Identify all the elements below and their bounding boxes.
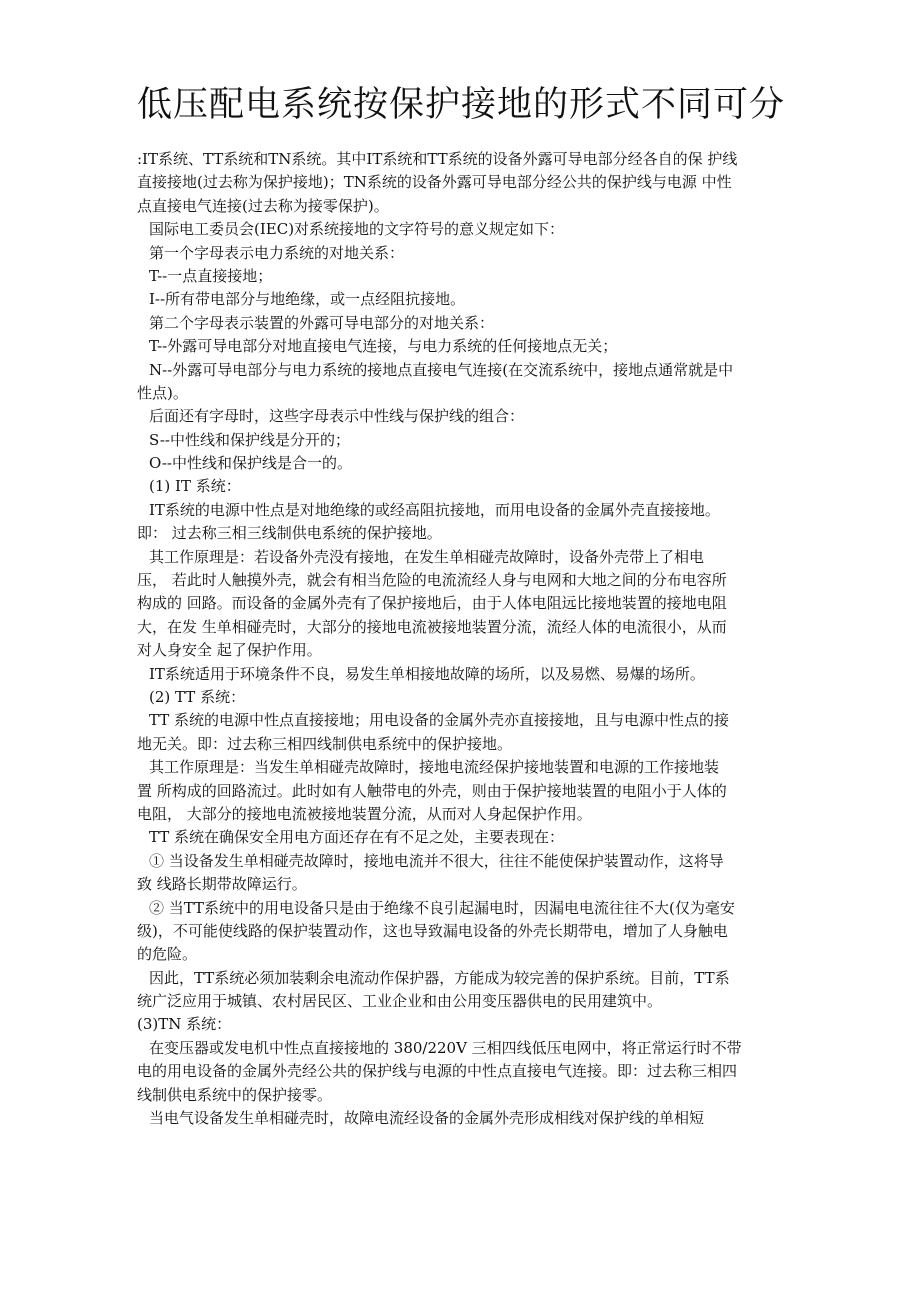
text-line: 当电气设备发生单相碰壳时，故障电流经设备的金属外壳形成相线对保护线的单相短	[149, 1109, 705, 1128]
text-line: 其工作原理是：当发生单相碰壳故障时，接地电流经保护接地装置和电源的工作接地装	[149, 758, 720, 777]
text-line: 因此，TT系统必须加装剩余电流动作保护器，方能成为较完善的保护系统。目前，TT系	[149, 968, 730, 987]
text-line: :IT系统、TT系统和TN系统。其中IT系统和TT系统的设备外露可导电部分经各自的保 护线	[137, 150, 738, 168]
text-line: 点直接电气连接(过去称为接零保护)。	[137, 196, 389, 215]
text-line: 性点)。	[137, 383, 188, 402]
text-line: O--中性线和保护线是合一的。	[149, 454, 352, 473]
text-line: 后面还有字母时，这些字母表示中性线与保护线的组合：	[149, 407, 525, 426]
text-line: N--外露可导电部分与电力系统的接地点直接电气连接(在交流系统中，接地点通常就是中	[149, 360, 734, 379]
text-line: ① 当设备发生单相碰壳故障时，接地电流并不很大，往往不能使保护装置动作，这将导	[149, 851, 724, 870]
text-line: 第二个字母表示装置的外露可导电部分的对地关系：	[149, 313, 495, 332]
document-title: 低压配电系统按保护接地的形式不同可分	[137, 85, 786, 125]
text-line: IT系统适用于环境条件不良，易发生单相接地故障的场所，以及易燃、易爆的场所。	[149, 664, 705, 683]
text-line: 国际电工委员会(IEC)对系统接地的文字符号的意义规定如下：	[149, 220, 565, 239]
text-line: TT 系统的电源中性点直接接地；用电设备的金属外壳亦直接接地，且与电源中性点的接	[149, 711, 730, 730]
text-line: ② 当TT系统中的用电设备只是由于绝缘不良引起漏电时，因漏电电流往往不大(仅为毫安	[149, 898, 735, 917]
document-body	[137, 148, 797, 1130]
text-line: 地无关。即：过去称三相四线制供电系统中的保护接地。	[137, 734, 513, 753]
text-line: 统广泛应用于城镇、农村居民区、工业企业和由公用变压器供电的民用建筑中。	[137, 992, 663, 1011]
text-line: 大，在发 生单相碰壳时，大部分的接地电流被接地装置分流，流经人体的电流很小，从而	[137, 617, 727, 636]
text-line: 直接接地(过去称为保护接地)；TN系统的设备外露可导电部分经公共的保护线与电源 中性	[137, 173, 732, 192]
text-line: 构成的 回路。而设备的金属外壳有了保护接地后，由于人体电阻远比接地装置的接地电阻	[137, 594, 727, 613]
text-line: (1) IT 系统：	[149, 477, 241, 496]
text-line: 对人身安全 起了保护作用。	[137, 641, 322, 660]
text-line: 置 所构成的回路流过。此时如有人触带电的外壳，则由于保护接地装置的电阻小于人体的	[137, 781, 727, 800]
text-line: 电阻， 大部分的接地电流被接地装置分流，从而对人身起保护作用。	[137, 804, 592, 823]
text-line: TT 系统在确保安全用电方面还存在有不足之处，主要表现在：	[149, 828, 565, 847]
text-line: I--所有带电部分与地绝缘，或一点经阻抗接地。	[149, 290, 466, 309]
text-line: 在变压器或发电机中性点直接接地的 380/220V 三相四线低压电网中，将正常运行时不带	[149, 1038, 742, 1057]
text-line: 电的用电设备的金属外壳经公共的保护线与电源的中性点直接电气连接。即：过去称三相四	[137, 1062, 738, 1081]
text-line: 的危险。	[137, 945, 198, 964]
text-line: 第一个字母表示电力系统的对地关系：	[149, 243, 405, 262]
text-line: T--一点直接接地；	[149, 266, 273, 285]
text-line: 级)，不可能使线路的保护装置动作，这也导致漏电设备的外壳长期带电，增加了人身触电	[137, 921, 728, 940]
text-line: IT系统的电源中性点是对地绝缘的或经高阻抗接地，而用电设备的金属外壳直接接地。	[149, 500, 720, 519]
text-line: 压， 若此时人触摸外壳，就会有相当危险的电流流经人身与电网和大地之间的分布电容所	[137, 571, 727, 590]
text-line: 致 线路长期带故障运行。	[137, 875, 307, 894]
text-line: (2) TT 系统：	[149, 687, 246, 706]
text-line: 其工作原理是：若设备外壳没有接地，在发生单相碰壳故障时，设备外壳带上了相电	[149, 547, 705, 566]
text-line: T--外露可导电部分对地直接电气连接，与电力系统的任何接地点无关；	[149, 337, 618, 356]
text-line: 即： 过去称三相三线制供电系统的保护接地。	[137, 524, 442, 543]
text-line: S--中性线和保护线是分开的；	[149, 430, 350, 449]
text-line: (3)TN 系统：	[137, 1015, 232, 1034]
text-line: 线制供电系统中的保护接零。	[137, 1085, 333, 1104]
